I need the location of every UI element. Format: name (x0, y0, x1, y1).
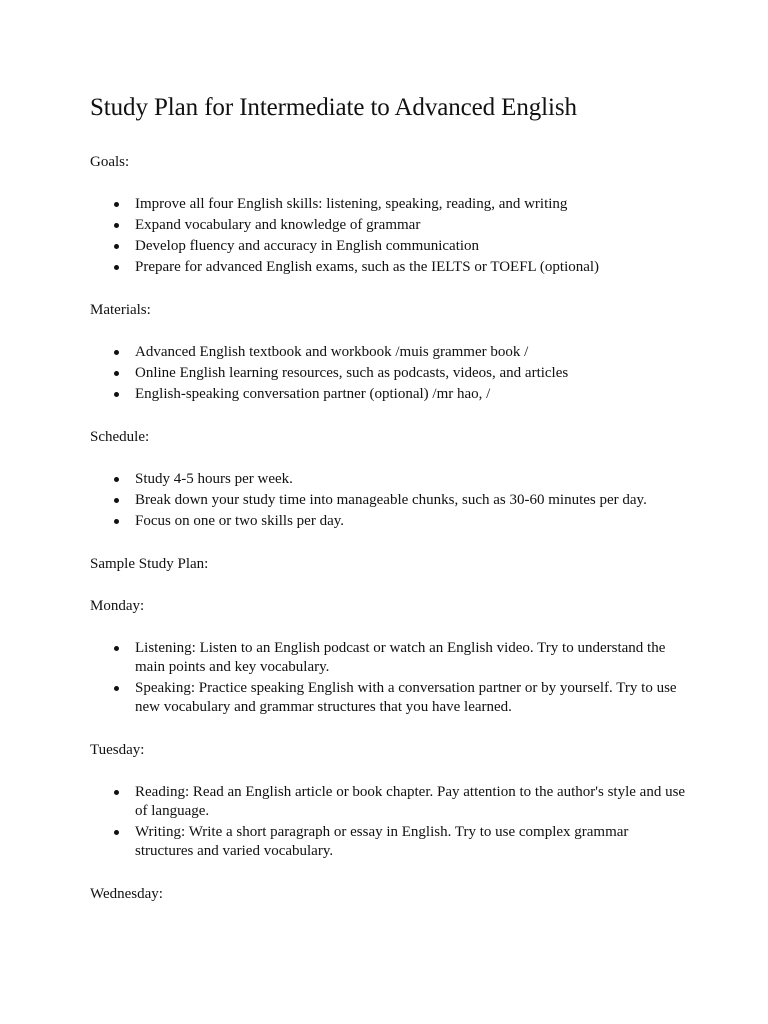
list-item: Online English learning resources, such as podcasts, videos, and articles (90, 364, 690, 383)
list-item: Advanced English textbook and workbook /muis grammer book / (90, 343, 690, 362)
bullet-icon (114, 519, 119, 524)
bullet-icon (114, 202, 119, 207)
bullet-icon (114, 223, 119, 228)
bullet-icon (114, 244, 119, 249)
materials-list (90, 343, 690, 404)
list-item: Break down your study time into manageable chunks, such as 30-60 minutes per day. (90, 491, 690, 510)
list-item: Expand vocabulary and knowledge of grammar (90, 216, 690, 235)
tuesday-list (90, 783, 690, 861)
bullet-icon (114, 686, 119, 691)
bullet-icon (114, 830, 119, 835)
sample-plan-heading: Sample Study Plan: (90, 556, 209, 572)
wednesday-heading: Wednesday: (90, 886, 163, 902)
materials-heading: Materials: (90, 302, 151, 318)
bullet-icon (114, 477, 119, 482)
bullet-icon (114, 371, 119, 376)
list-item: Improve all four English skills: listening, speaking, reading, and writing (90, 195, 690, 214)
bullet-icon (114, 265, 119, 270)
bullet-icon (114, 498, 119, 503)
list-item: English-speaking conversation partner (optional) /mr hao, / (90, 385, 690, 404)
bullet-icon (114, 790, 119, 795)
bullet-icon (114, 646, 119, 651)
schedule-list (90, 470, 690, 531)
list-item: Writing: Write a short paragraph or essay in English. Try to use complex grammar structures and varied vocabulary. (90, 823, 690, 861)
list-item: Reading: Read an English article or book chapter. Pay attention to the author's style and use of language. (90, 783, 690, 821)
monday-heading: Monday: (90, 598, 145, 614)
bullet-icon (114, 350, 119, 355)
document-title: Study Plan for Intermediate to Advanced English (90, 94, 577, 121)
list-item: Speaking: Practice speaking English with a conversation partner or by yourself. Try to use new vocabulary and grammar structures that you have learned. (90, 679, 690, 717)
schedule-heading: Schedule: (90, 429, 150, 445)
list-item: Prepare for advanced English exams, such as the IELTS or TOEFL (optional) (90, 258, 690, 277)
list-item: Focus on one or two skills per day. (90, 512, 690, 531)
list-item: Develop fluency and accuracy in English communication (90, 237, 690, 256)
monday-list (90, 639, 690, 717)
list-item: Study 4-5 hours per week. (90, 470, 690, 489)
bullet-icon (114, 392, 119, 397)
tuesday-heading: Tuesday: (90, 742, 145, 758)
document-page (90, 93, 690, 927)
list-item: Listening: Listen to an English podcast or watch an English video. Try to understand the main points and key vocabulary. (90, 639, 690, 677)
goals-heading: Goals: (90, 154, 130, 170)
goals-list (90, 195, 690, 277)
